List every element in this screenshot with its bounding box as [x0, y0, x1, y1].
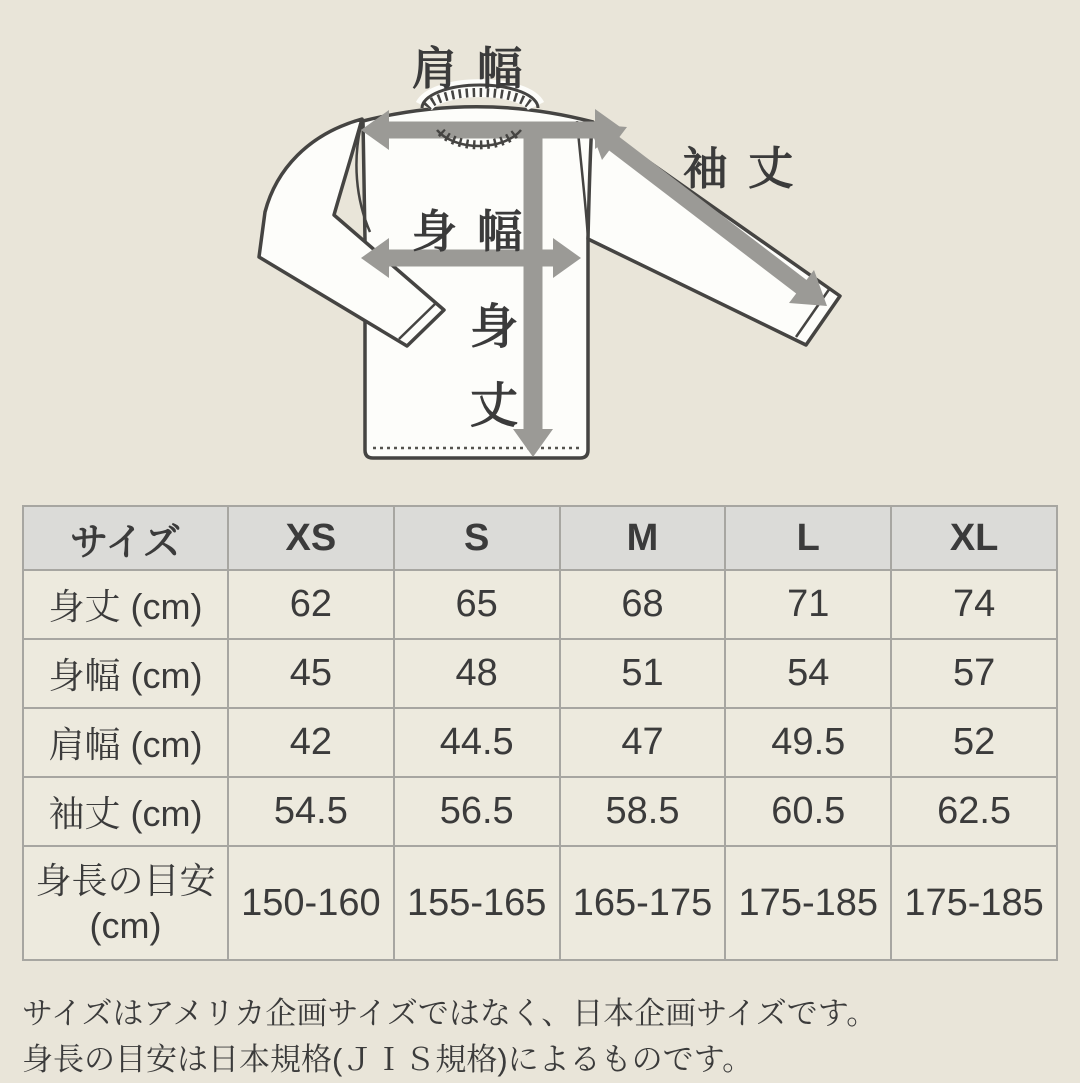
row-label-body-width: 身幅 (cm) — [23, 639, 228, 708]
sleeve-length-label: 袖 丈 — [682, 143, 798, 194]
cell-value: 62.5 — [891, 777, 1057, 846]
row-label-sleeve-length: 袖丈 (cm) — [23, 777, 228, 846]
header-xl: XL — [891, 506, 1057, 570]
header-size: サイズ — [23, 506, 228, 570]
cell-value: 175-185 — [891, 846, 1057, 960]
body-width-label: 身 幅 — [411, 206, 527, 257]
table-row — [23, 777, 1057, 846]
cell-value: 155-165 — [394, 846, 560, 960]
height-guide-label-line1: 身長の目安 — [35, 860, 216, 901]
table-header-row — [23, 506, 1057, 570]
row-label-shoulder-width: 肩幅 (cm) — [23, 708, 228, 777]
cell-value: 150-160 — [228, 846, 394, 960]
footnotes — [22, 991, 1058, 1083]
body-length-label-char1: 身 — [469, 301, 519, 354]
header-l: L — [725, 506, 891, 570]
row-label-height-guide — [23, 846, 228, 960]
cell-value: 47 — [560, 708, 726, 777]
header-xs: XS — [228, 506, 394, 570]
table-row — [23, 570, 1057, 639]
cell-value: 74 — [891, 570, 1057, 639]
cell-value: 49.5 — [725, 708, 891, 777]
cell-value: 175-185 — [725, 846, 891, 960]
footnote-line1: サイズはアメリカ企画サイズではなく、日本企画サイズです。 — [22, 996, 878, 1031]
cell-value: 48 — [394, 639, 560, 708]
table-row — [23, 846, 1057, 960]
cell-value: 52 — [891, 708, 1057, 777]
height-guide-label-line2: (cm) — [89, 905, 162, 946]
cell-value: 65 — [394, 570, 560, 639]
cell-value: 57 — [891, 639, 1057, 708]
header-m: M — [560, 506, 726, 570]
cell-value: 56.5 — [394, 777, 560, 846]
table-row — [23, 708, 1057, 777]
cell-value: 45 — [228, 639, 394, 708]
cell-value: 44.5 — [394, 708, 560, 777]
cell-value: 58.5 — [560, 777, 726, 846]
body-length-label-char2: 丈 — [469, 380, 519, 433]
cell-value: 54.5 — [228, 777, 394, 846]
cell-value: 68 — [560, 570, 726, 639]
header-s: S — [394, 506, 560, 570]
cell-value: 165-175 — [560, 846, 726, 960]
cell-value: 62 — [228, 570, 394, 639]
shoulder-width-label: 肩 幅 — [411, 43, 527, 94]
cell-value: 60.5 — [725, 777, 891, 846]
cell-value: 54 — [725, 639, 891, 708]
footnote-line2: 身長の目安は日本規格(ＪＩＳ規格)によるものです。 — [22, 1041, 754, 1077]
row-label-body-length: 身丈 (cm) — [23, 570, 228, 639]
cell-value: 71 — [725, 570, 891, 639]
table-row — [23, 639, 1057, 708]
cell-value: 42 — [228, 708, 394, 777]
size-chart-table — [22, 505, 1058, 961]
shirt-diagram-svg — [0, 0, 1080, 505]
cell-value: 51 — [560, 639, 726, 708]
shirt-measurement-diagram — [0, 0, 1080, 505]
